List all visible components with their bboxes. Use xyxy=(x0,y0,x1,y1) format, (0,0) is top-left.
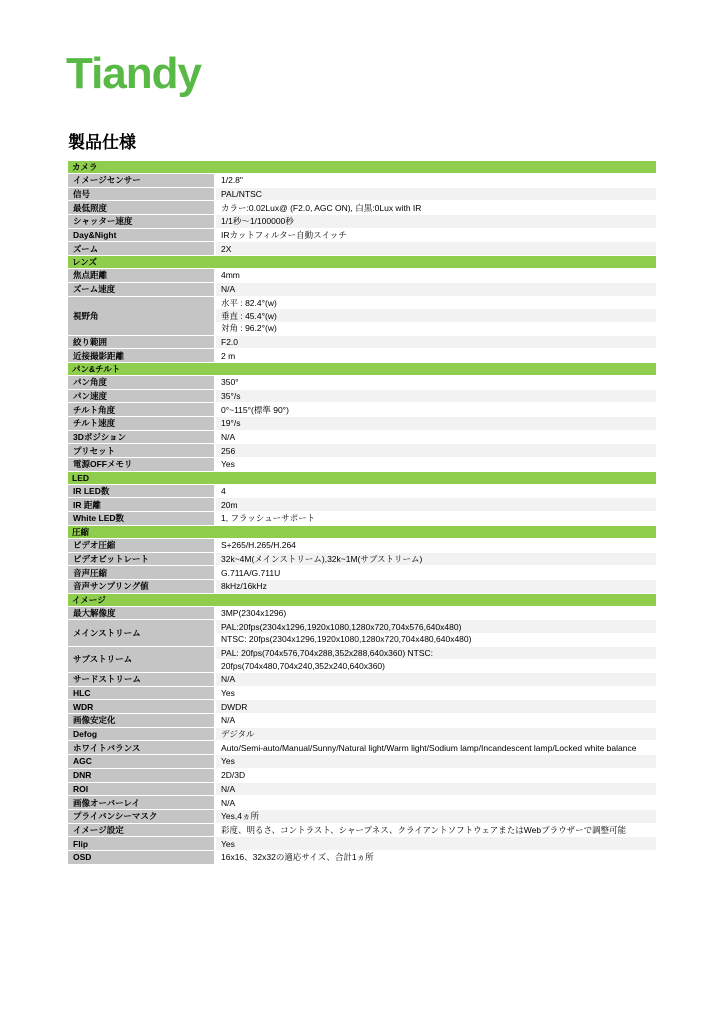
spec-value-line: 35°/s xyxy=(216,390,656,403)
spec-value-line: Yes xyxy=(216,837,656,850)
spec-value xyxy=(216,485,656,499)
spec-value xyxy=(216,390,656,404)
spec-label: ビデオビットレート xyxy=(68,553,216,567)
spec-value-line: 32k~4M(メインストリーム),32k~1M(サブストリーム) xyxy=(216,553,656,566)
page-title: 製品仕様 xyxy=(68,133,136,152)
spec-row xyxy=(68,769,656,783)
section-header: LED xyxy=(68,472,656,485)
spec-row xyxy=(68,566,656,580)
spec-row xyxy=(68,215,656,229)
spec-row xyxy=(68,201,656,215)
spec-row xyxy=(68,229,656,243)
spec-label: ROI xyxy=(68,783,216,797)
spec-value-line: 1, フラッシューサポート xyxy=(216,512,656,525)
spec-value-line: 19°/s xyxy=(216,417,656,430)
spec-value-line: カラー:0.02Lux@ (F2.0, AGC ON), 白黒:0Lux with IR xyxy=(216,201,656,214)
spec-row xyxy=(68,620,656,646)
spec-row xyxy=(68,188,656,202)
spec-row xyxy=(68,485,656,499)
spec-row xyxy=(68,297,656,336)
spec-label: ビデオ圧縮 xyxy=(68,539,216,553)
spec-row xyxy=(68,580,656,594)
spec-value-line: Yes xyxy=(216,755,656,768)
spec-value-line: N/A xyxy=(216,283,656,296)
spec-value-line: 対角 : 96.2°(w) xyxy=(216,322,656,335)
spec-row xyxy=(68,824,656,838)
spec-label: ズーム xyxy=(68,242,216,256)
spec-label: 最低照度 xyxy=(68,201,216,215)
spec-value-line: 20fps(704x480,704x240,352x240,640x360) xyxy=(216,659,656,672)
spec-row xyxy=(68,498,656,512)
spec-value-line: F2.0 xyxy=(216,336,656,349)
spec-value xyxy=(216,728,656,742)
spec-label: イメージセンサー xyxy=(68,174,216,188)
spec-label: 絞り範囲 xyxy=(68,336,216,350)
spec-row xyxy=(68,174,656,188)
spec-row xyxy=(68,349,656,363)
spec-label: Flip xyxy=(68,837,216,851)
spec-row xyxy=(68,283,656,297)
spec-label: 信号 xyxy=(68,188,216,202)
spec-value-line: Auto/Semi-auto/Manual/Sunny/Natural light/Warm light/Sodium lamp/Incandescent lamp/Locked white balance xyxy=(216,741,656,754)
spec-row xyxy=(68,741,656,755)
spec-value xyxy=(216,700,656,714)
spec-value-line: 256 xyxy=(216,444,656,457)
spec-label: ズーム速度 xyxy=(68,283,216,297)
spec-value xyxy=(216,673,656,687)
spec-label: Day&Night xyxy=(68,229,216,243)
spec-value xyxy=(216,783,656,797)
spec-value xyxy=(216,269,656,283)
spec-label: パン速度 xyxy=(68,390,216,404)
spec-value xyxy=(216,242,656,256)
spec-row xyxy=(68,417,656,431)
spec-row xyxy=(68,687,656,701)
spec-value xyxy=(216,741,656,755)
spec-value-line: N/A xyxy=(216,796,656,809)
spec-value xyxy=(216,607,656,621)
spec-value xyxy=(216,498,656,512)
spec-value-line: デジタル xyxy=(216,728,656,741)
spec-value xyxy=(216,769,656,783)
spec-value-line: N/A xyxy=(216,714,656,727)
spec-row xyxy=(68,512,656,526)
spec-row xyxy=(68,700,656,714)
spec-value xyxy=(216,188,656,202)
spec-row xyxy=(68,390,656,404)
section-header: パン&チルト xyxy=(68,363,656,376)
spec-label: IR 距離 xyxy=(68,498,216,512)
spec-row xyxy=(68,810,656,824)
spec-row xyxy=(68,458,656,472)
spec-value-line: Yes xyxy=(216,687,656,700)
spec-row xyxy=(68,444,656,458)
spec-label: 視野角 xyxy=(68,297,216,336)
spec-value-line: 2 m xyxy=(216,349,656,362)
spec-label: パン角度 xyxy=(68,376,216,390)
spec-value-line: PAL/NTSC xyxy=(216,188,656,201)
spec-value xyxy=(216,458,656,472)
spec-value-line: 彩度、明るさ、コントラスト、シャープネス、クライアントソフトウェアまたはWebブラウザーで調整可能 xyxy=(216,824,656,837)
spec-value xyxy=(216,403,656,417)
spec-value xyxy=(216,297,656,336)
spec-value-line: 4 xyxy=(216,485,656,498)
spec-label: チルト速度 xyxy=(68,417,216,431)
spec-value-line: 2X xyxy=(216,242,656,255)
spec-value-line: IRカットフィルター自動スイッチ xyxy=(216,229,656,242)
spec-row xyxy=(68,783,656,797)
spec-row xyxy=(68,647,656,673)
spec-label: プリセット xyxy=(68,444,216,458)
spec-value xyxy=(216,714,656,728)
tiandy-logo: Tiandy xyxy=(66,49,202,98)
spec-label: イメージ設定 xyxy=(68,824,216,838)
spec-value xyxy=(216,824,656,838)
spec-value xyxy=(216,851,656,865)
spec-value-line: N/A xyxy=(216,673,656,686)
spec-label: OSD xyxy=(68,851,216,865)
spec-label: 画像オーバーレイ xyxy=(68,796,216,810)
spec-value-line: N/A xyxy=(216,431,656,444)
spec-row xyxy=(68,755,656,769)
spec-row xyxy=(68,336,656,350)
spec-label: 3Dポジション xyxy=(68,431,216,445)
spec-value xyxy=(216,580,656,594)
spec-value xyxy=(216,444,656,458)
spec-label: HLC xyxy=(68,687,216,701)
spec-value xyxy=(216,512,656,526)
spec-table xyxy=(68,161,656,865)
spec-value xyxy=(216,810,656,824)
spec-value xyxy=(216,553,656,567)
spec-label: White LED数 xyxy=(68,512,216,526)
spec-value-line: 2D/3D xyxy=(216,769,656,782)
spec-label: 焦点距離 xyxy=(68,269,216,283)
spec-value xyxy=(216,796,656,810)
spec-value-line: PAL: 20fps(704x576,704x288,352x288,640x360) NTSC: xyxy=(216,647,656,660)
spec-value xyxy=(216,215,656,229)
spec-value-line: G.711A/G.711U xyxy=(216,566,656,579)
section-header: 圧縮 xyxy=(68,526,656,539)
spec-value-line: 4mm xyxy=(216,269,656,282)
spec-value-line: 1/1秒～1/100000秒 xyxy=(216,215,656,228)
spec-value-line: NTSC: 20fps(2304x1296,1920x1080,1280x720,704x480,640x480) xyxy=(216,633,656,646)
section-header: イメージ xyxy=(68,594,656,607)
spec-value-line: N/A xyxy=(216,783,656,796)
spec-label: ホワイトバランス xyxy=(68,741,216,755)
spec-value-line: 0°~115°(標準 90°) xyxy=(216,403,656,416)
spec-value xyxy=(216,620,656,646)
spec-value xyxy=(216,417,656,431)
spec-label: サブストリーム xyxy=(68,647,216,673)
spec-value-line: S+265/H.265/H.264 xyxy=(216,539,656,552)
spec-label: サードストリーム xyxy=(68,673,216,687)
spec-label: 音声圧縮 xyxy=(68,566,216,580)
spec-row xyxy=(68,673,656,687)
spec-value-line: DWDR xyxy=(216,700,656,713)
spec-row xyxy=(68,837,656,851)
spec-label: 最大解像度 xyxy=(68,607,216,621)
spec-value xyxy=(216,229,656,243)
spec-label: AGC xyxy=(68,755,216,769)
spec-row xyxy=(68,851,656,865)
spec-value-line: 350° xyxy=(216,376,656,389)
spec-label: 音声サンプリング値 xyxy=(68,580,216,594)
spec-row xyxy=(68,403,656,417)
spec-value-line: Yes,4ヵ所 xyxy=(216,810,656,823)
spec-value xyxy=(216,349,656,363)
spec-label: メインストリーム xyxy=(68,620,216,646)
spec-row xyxy=(68,376,656,390)
spec-label: 画像安定化 xyxy=(68,714,216,728)
spec-row xyxy=(68,242,656,256)
spec-value-line: 3MP(2304x1296) xyxy=(216,607,656,620)
spec-row xyxy=(68,553,656,567)
spec-value xyxy=(216,431,656,445)
spec-label: DNR xyxy=(68,769,216,783)
spec-row xyxy=(68,607,656,621)
spec-value xyxy=(216,336,656,350)
spec-value xyxy=(216,687,656,701)
spec-value xyxy=(216,566,656,580)
spec-value xyxy=(216,376,656,390)
spec-value xyxy=(216,201,656,215)
spec-label: プライバンシーマスク xyxy=(68,810,216,824)
spec-row xyxy=(68,431,656,445)
spec-value-line: 8kHz/16kHz xyxy=(216,580,656,593)
spec-label: 電源OFFメモリ xyxy=(68,458,216,472)
spec-value-line: PAL:20fps(2304x1296,1920x1080,1280x720,704x576,640x480) xyxy=(216,620,656,633)
spec-value xyxy=(216,174,656,188)
spec-row xyxy=(68,796,656,810)
spec-label: Defog xyxy=(68,728,216,742)
spec-value xyxy=(216,755,656,769)
spec-value-line: 20m xyxy=(216,498,656,511)
spec-label: WDR xyxy=(68,700,216,714)
section-header: レンズ xyxy=(68,256,656,269)
spec-label: IR LED数 xyxy=(68,485,216,499)
spec-value-line: 1/2.8" xyxy=(216,174,656,187)
spec-value xyxy=(216,647,656,673)
spec-value-line: 水平 : 82.4°(w) xyxy=(216,297,656,310)
spec-value-line: 16x16、32x32の適応サイズ、合計1ヵ所 xyxy=(216,851,656,864)
section-header: カメラ xyxy=(68,161,656,174)
spec-row xyxy=(68,539,656,553)
spec-value xyxy=(216,837,656,851)
spec-label: シャッター速度 xyxy=(68,215,216,229)
spec-row xyxy=(68,728,656,742)
spec-row xyxy=(68,714,656,728)
spec-value-line: 垂直 : 45.4°(w) xyxy=(216,309,656,322)
spec-value-line: Yes xyxy=(216,458,656,471)
spec-value xyxy=(216,539,656,553)
spec-label: 近接撮影距離 xyxy=(68,349,216,363)
spec-row xyxy=(68,269,656,283)
spec-value xyxy=(216,283,656,297)
spec-label: チルト角度 xyxy=(68,403,216,417)
